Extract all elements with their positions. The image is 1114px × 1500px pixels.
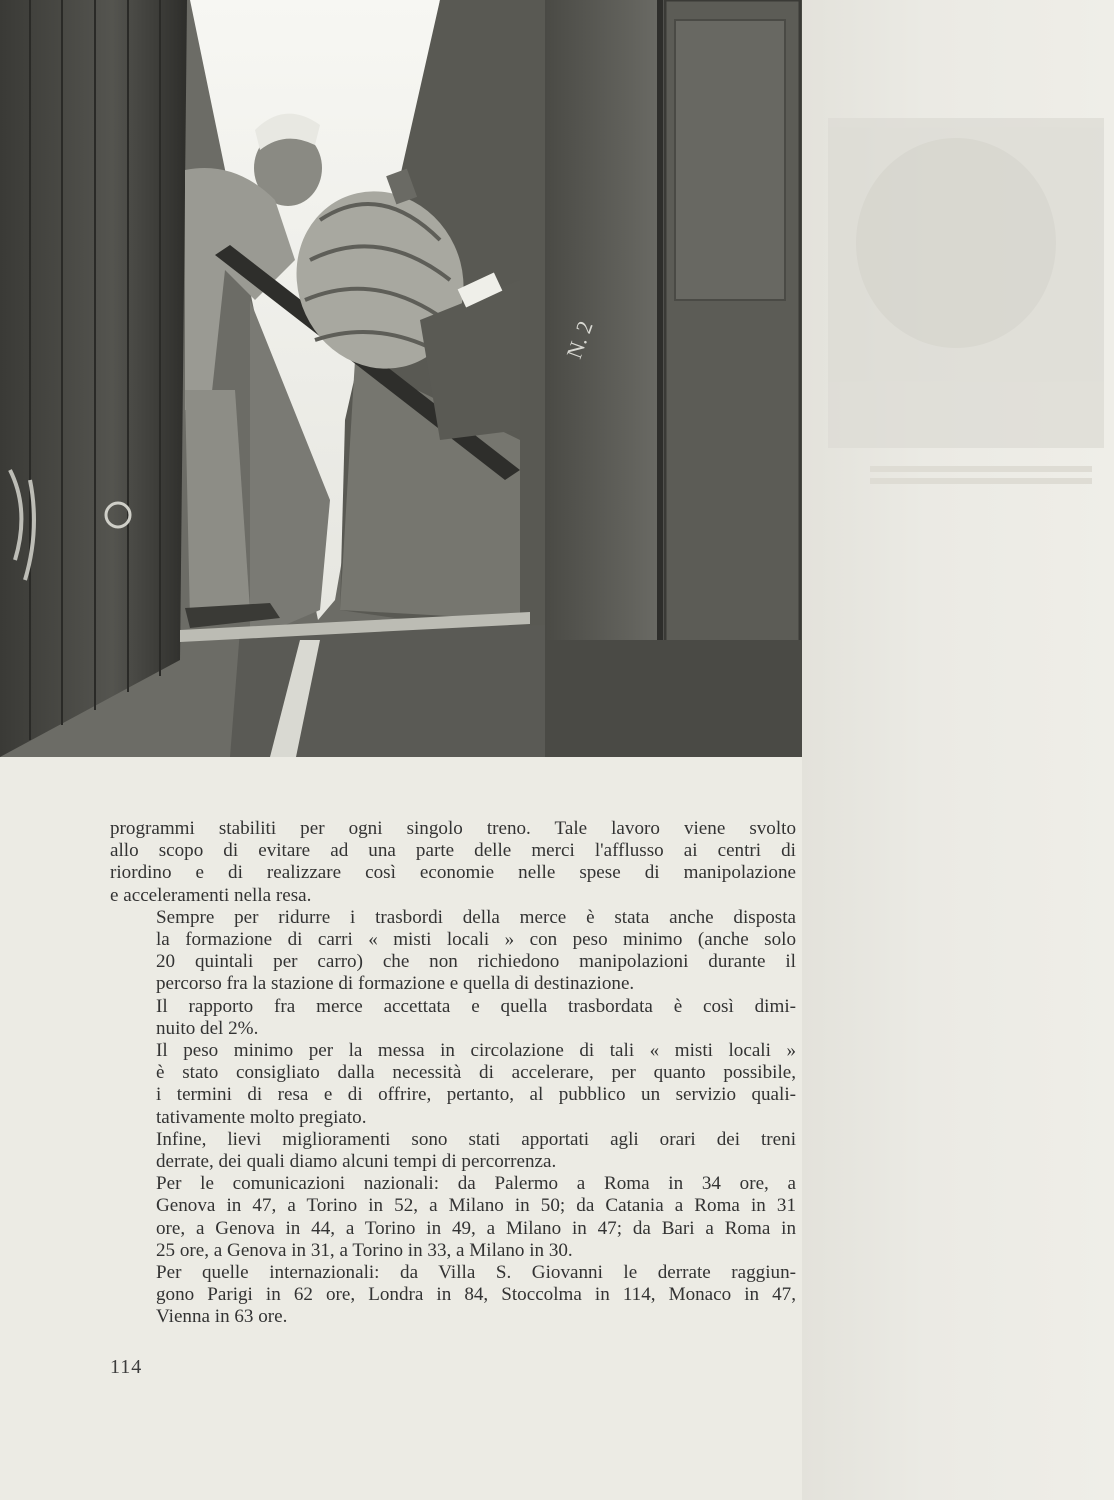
paragraph xyxy=(110,907,796,996)
text-line: Vienna in 63 ore. xyxy=(156,1306,288,1328)
text-line: Per quelle internazionali: da Villa S. Giovanni le derrate raggiun- xyxy=(156,1262,796,1284)
text-line: gono Parigi in 62 ore, Londra in 84, Stoccolma in 114, Monaco in 47, xyxy=(156,1284,796,1306)
text-line: nuito del 2%. xyxy=(156,1017,259,1039)
page-number: 114 xyxy=(110,1356,143,1378)
text-line: riordino e di realizzare così economie nelle spese di manipolazione xyxy=(110,862,796,884)
text-line: 20 quintali per carro) che non richiedono manipolazioni durante il xyxy=(156,951,796,973)
ghost-caption-line xyxy=(870,466,1092,472)
ghost-caption-line xyxy=(870,478,1092,484)
text-line: i termini di resa e di offrire, pertanto, al pubblico un servizio quali- xyxy=(156,1084,796,1106)
text-line: allo scopo di evitare ad una parte delle merci l'afflusso ai centri di xyxy=(110,840,796,862)
photo-freight-wagons-icon xyxy=(0,0,802,757)
text-line: la formazione di carri « misti locali » con peso minimo (anche solo xyxy=(156,929,796,951)
wagon-underframe xyxy=(545,640,802,757)
text-line: derrate, dei quali diamo alcuni tempi di percorrenza. xyxy=(156,1151,557,1173)
text-line: percorso fra la stazione di formazione e quella di destinazione. xyxy=(156,973,635,995)
paragraph xyxy=(110,996,796,1040)
text-line: Infine, lievi miglioramenti sono stati apportati agli orari dei treni xyxy=(156,1128,796,1150)
ghost-photo xyxy=(828,118,1104,448)
paragraph xyxy=(110,818,796,907)
paragraph xyxy=(110,1040,796,1129)
text-line: Il rapporto fra merce accettata e quella trasbordata è così dimi- xyxy=(156,995,796,1017)
text-line: è stato consigliato dalla necessità di accelerare, per quanto possibile, xyxy=(156,1062,796,1084)
left-wagon xyxy=(0,0,187,757)
paragraph xyxy=(110,1173,796,1262)
text-line: e acceleramenti nella resa. xyxy=(110,884,312,906)
door-panel xyxy=(675,20,785,300)
article-body xyxy=(110,818,796,1329)
text-line: Il peso minimo per la messa in circolazione di tali « misti locali » xyxy=(156,1040,796,1062)
text-line: ore, a Genova in 44, a Torino in 49, a Milano in 47; da Bari a Roma in xyxy=(156,1217,796,1239)
text-line: 25 ore, a Genova in 31, a Torino in 33, a Milano in 30. xyxy=(156,1239,573,1261)
text-line: Genova in 47, a Torino in 52, a Milano in 50; da Catania a Roma in 31 xyxy=(156,1195,796,1217)
text-line: programmi stabiliti per ogni singolo treno. Tale lavoro viene svolto xyxy=(110,818,796,839)
wagon-marking: N. 2 xyxy=(561,317,598,362)
text-line: tativamente molto pregiato. xyxy=(156,1106,367,1128)
text-line: Per le comunicazioni nazionali: da Palermo a Roma in 34 ore, a xyxy=(156,1173,796,1195)
paragraph xyxy=(110,1262,796,1329)
text-line: Sempre per ridurre i trasbordi della merce è stata anche disposta xyxy=(156,906,796,928)
paragraph xyxy=(110,1129,796,1173)
